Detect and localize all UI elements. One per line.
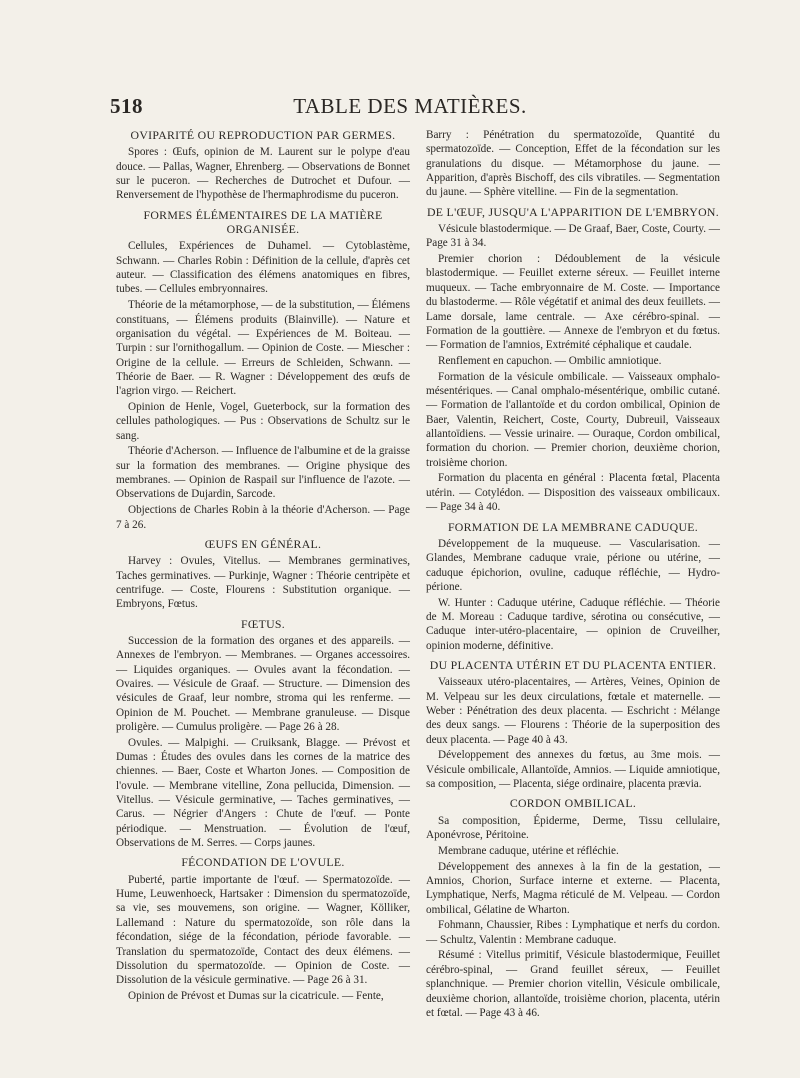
running-title: TABLE DES MATIÈRES.	[293, 94, 527, 118]
section-heading: ŒUFS EN GÉNÉRAL.	[204, 536, 322, 551]
paragraph: Opinion de Henle, Vogel, Gueterbock, sur la formation des cellules pathologiques. — Pus : Observations de Schultz sur le sang.	[116, 400, 410, 442]
paragraph: Formation de la vésicule ombilicale. — Vaisseaux omphalo-mésentériques. — Canal omphalo-mésentérique, ombilic cutané. — Formation de l'allantoïde et du cordon ombilical, Opinion de Baer, Valentin, Reichert, Coste, Courty, Dubreuil, Vaisseaux allantoïdiens. — Vessie urinaire. — Ouraque, Cordon ombilical, formation du chorion. — Premier chorion, deuxième chorion, troisième chorion.	[426, 370, 720, 469]
paragraph: Puberté, partie importante de l'œuf. — Spermatozoïde. — Hume, Leuwenhoeck, Hartsaker : Dimension du spermatozoïde, sa vie, ses mouvemens, son origine. — Wagner, Kölliker, Lallemand : Nature du spermatozoïde, son rôle dans la fécondation, siége de la fécondation, période favorable. — Translation du spermatozoïde, Contact des deux élémens. — Dissolution du spermatozoïde. — Opinion de Coste. — Dissolution de la vésicule germinative. — Page 26 à 31.	[116, 873, 410, 987]
paragraph: Vaisseaux utéro-placentaires, — Artères, Veines, Opinion de M. Velpeau sur les deux circulations, fœtale et maternelle. — Weber : Pénétration des deux placenta. — Eschricht : Mélange des deux sangs. — Flourens : Théorie de la superposition des deux placenta. — Page 40 à 43.	[426, 676, 720, 746]
paragraph: Cellules, Expériences de Duhamel. — Cytoblastème, Schwann. — Charles Robin : Définition de la cellule, d'après cet auteur. — Classification des élémens anatomiques en fibres, tubes. — Cellules embryonnaires.	[116, 240, 410, 296]
paragraph: Objections de Charles Robin à la théorie d'Acherson. — Page 7 à 26.	[116, 504, 410, 531]
section-heading: FORMES ÉLÉMENTAIRES DE LA MATIÈRE ORGANISÉE.	[143, 207, 383, 237]
paragraph: W. Hunter : Caduque utérine, Caduque réfléchie. — Théorie de M. Moreau : Caduque tardive, sérotina ou consécutive, — Caduque inter-utéro-placentaire, — opinion de Cruveilher, opinion moderne, définitive.	[426, 596, 720, 652]
paragraph: Résumé : Vitellus primitif, Vésicule blastodermique, Feuillet cérébro-spinal, — Grand feuillet séreux, — Feuillet splanchnique. — Premier chorion vitellin, Vésicule ombilicale, deuxième chorion, allantoïde, troisième chorion, placenta, utérin et fœtal. — Page 43 à 46.	[426, 949, 720, 1019]
right-column	[426, 128, 720, 1022]
paragraph: Fohmann, Chaussier, Ribes : Lymphatique et nerfs du cordon. — Schultz, Valentin : Membrane caduque.	[426, 919, 720, 946]
paragraph: Spores : Œufs, opinion de M. Laurent sur le polype d'eau douce. — Pallas, Wagner, Ehrenberg. — Observations de Bonnet sur le puceron. — Recherches de Dutrochet et Dufour. — Renversement de l'hypothèse de l'hermaphrodisme du puceron.	[116, 146, 410, 202]
section-heading: FŒTUS.	[240, 616, 286, 631]
section-heading: OVIPARITÉ OU REPRODUCTION PAR GERMES.	[130, 128, 396, 142]
section-heading: FORMATION DE LA MEMBRANE CADUQUE.	[447, 519, 699, 534]
section-heading: CORDON OMBILICAL.	[509, 796, 637, 811]
paragraph: Développement des annexes du fœtus, au 3me mois. — Vésicule ombilicale, Allantoïde, Amnios. — Liquide amniotique, sa composition, — Placenta, siége ordinaire, placenta prævia.	[426, 749, 720, 791]
paragraph: Barry : Pénétration du spermatozoïde, Quantité du spermatozoïde. — Conception, Effet de la fécondation sur les granulations du disque. — Métamorphose du jaune. — Apparition, d'après Bischoff, des cils vibratiles. — Segmentation du jaune. — Sphère vitelline. — Fin de la segmentation.	[426, 129, 720, 199]
section-heading: DE L'ŒUF, JUSQU'A L'APPARITION DE L'EMBRYON.	[426, 204, 719, 219]
section-heading: FÉCONDATION DE L'OVULE.	[181, 855, 345, 870]
paragraph: Opinion de Prévost et Dumas sur la cicatricule. — Fente,	[128, 989, 384, 1002]
paragraph: Succession de la formation des organes et des appareils. — Annexes de l'embryon. — Membranes. — Organes accessoires. — Liquides organiques. — Ovules avant la fécondation. — Ovaires. — Vésicule de Graaf. — Structure. — Dimension des vésicules de Graaf, leur nombre, stroma qui les renferme. — Opinion de M. Pouchet. — Membrane granuleuse. — Disque proligère. — Cumulus proligère. — Page 26 à 28.	[116, 634, 410, 733]
paragraph: Renflement en capuchon. — Ombilic amniotique.	[438, 354, 662, 367]
paragraph: Développement de la muqueuse. — Vascularisation. — Glandes, Membrane caduque vraie, périone ou utérine, — caduque épichorion, ovuline, caduque réfléchie, — Hydro-périone.	[426, 537, 720, 593]
left-column	[116, 128, 410, 1005]
paragraph: Membrane caduque, utérine et réfléchie.	[438, 844, 619, 857]
paragraph: Formation du placenta en général : Placenta fœtal, Placenta utérin. — Cotylédon. — Disposition des vaisseaux ombilicaux. — Page 34 à 40.	[426, 472, 720, 514]
paragraph: Sa composition, Épiderme, Derme, Tissu cellulaire, Aponévrose, Péritoine.	[426, 814, 720, 842]
paragraph: Théorie d'Acherson. — Influence de l'albumine et de la graisse sur la formation des membranes. — Origine physique des membranes. — Opinion de Raspail sur l'influence de l'azote. — Observations de Dujardin, Sarcode.	[116, 445, 410, 501]
paragraph: Vésicule blastodermique. — De Graaf, Baer, Coste, Courty. — Page 31 à 34.	[426, 223, 720, 250]
paragraph: Ovules. — Malpighi. — Cruiksank, Blagge. — Prévost et Dumas : Études des ovules dans les cornes de la matrice des chiennes. — Baer, Coste et Wharton Jones. — Composition de l'ovule. — Membrane vitelline, Zona pellucida, Dimension. — Vitellus. — Vésicule germinative, — Taches germinatives, — Carus. — Négrier d'Angers : Chute de l'œuf. — Ponte périodique. — Menstruation. — Évolution de l'œuf, Observations de M. Serres. — Corps jaunes.	[116, 736, 410, 850]
paragraph: Harvey : Ovules, Vitellus. — Membranes germinatives, Taches germinatives. — Purkinje, Wagner : Théorie centripète et centrifuge. — Coste, Flourens : Substitution organique. — Embryons, Fœtus.	[116, 555, 410, 611]
paragraph: Développement des annexes à la fin de la gestation, — Amnios, Chorion, Surface interne et externe. — Placenta, Lymphatique, Nerfs, Magma réticulé de M. Velpeau. — Cordon ombilical, Gélatine de Wharton.	[426, 860, 720, 916]
section-heading: DU PLACENTA UTÉRIN ET DU PLACENTA ENTIER.	[429, 657, 717, 672]
paragraph: Premier chorion : Dédoublement de la vésicule blastodermique. — Feuillet externe séreux. — Feuillet interne muqueux. — Tache embryonnaire de M. Coste. — Importance du blastoderme. — Rôle végétatif et animal des deux feuillets. — Lame dorsale, lame centrale. — Axe cérébro-spinal. — Formation de la gouttière. — Annexe de l'embryon et du fœtus. — Formation de l'amnios, Extrémité céphalique et caudale.	[426, 253, 720, 352]
paragraph: Théorie de la métamorphose, — de la substitution, — Élémens constituans, — Élémens produits (Blainville). — Nature et organisation du végétal. — Expériences de M. Boiteau. — Turpin : sur l'ornithogallum. — Opinion de Coste. — Miescher : Origine de la cellule. — Erreurs de Schleiden, Schwann. — Théorie de Baer. — R. Wagner : Développement des œufs de l'agrion virgo. — Reichert.	[116, 299, 410, 398]
page-number: 518	[110, 94, 143, 118]
page-header	[110, 94, 710, 124]
